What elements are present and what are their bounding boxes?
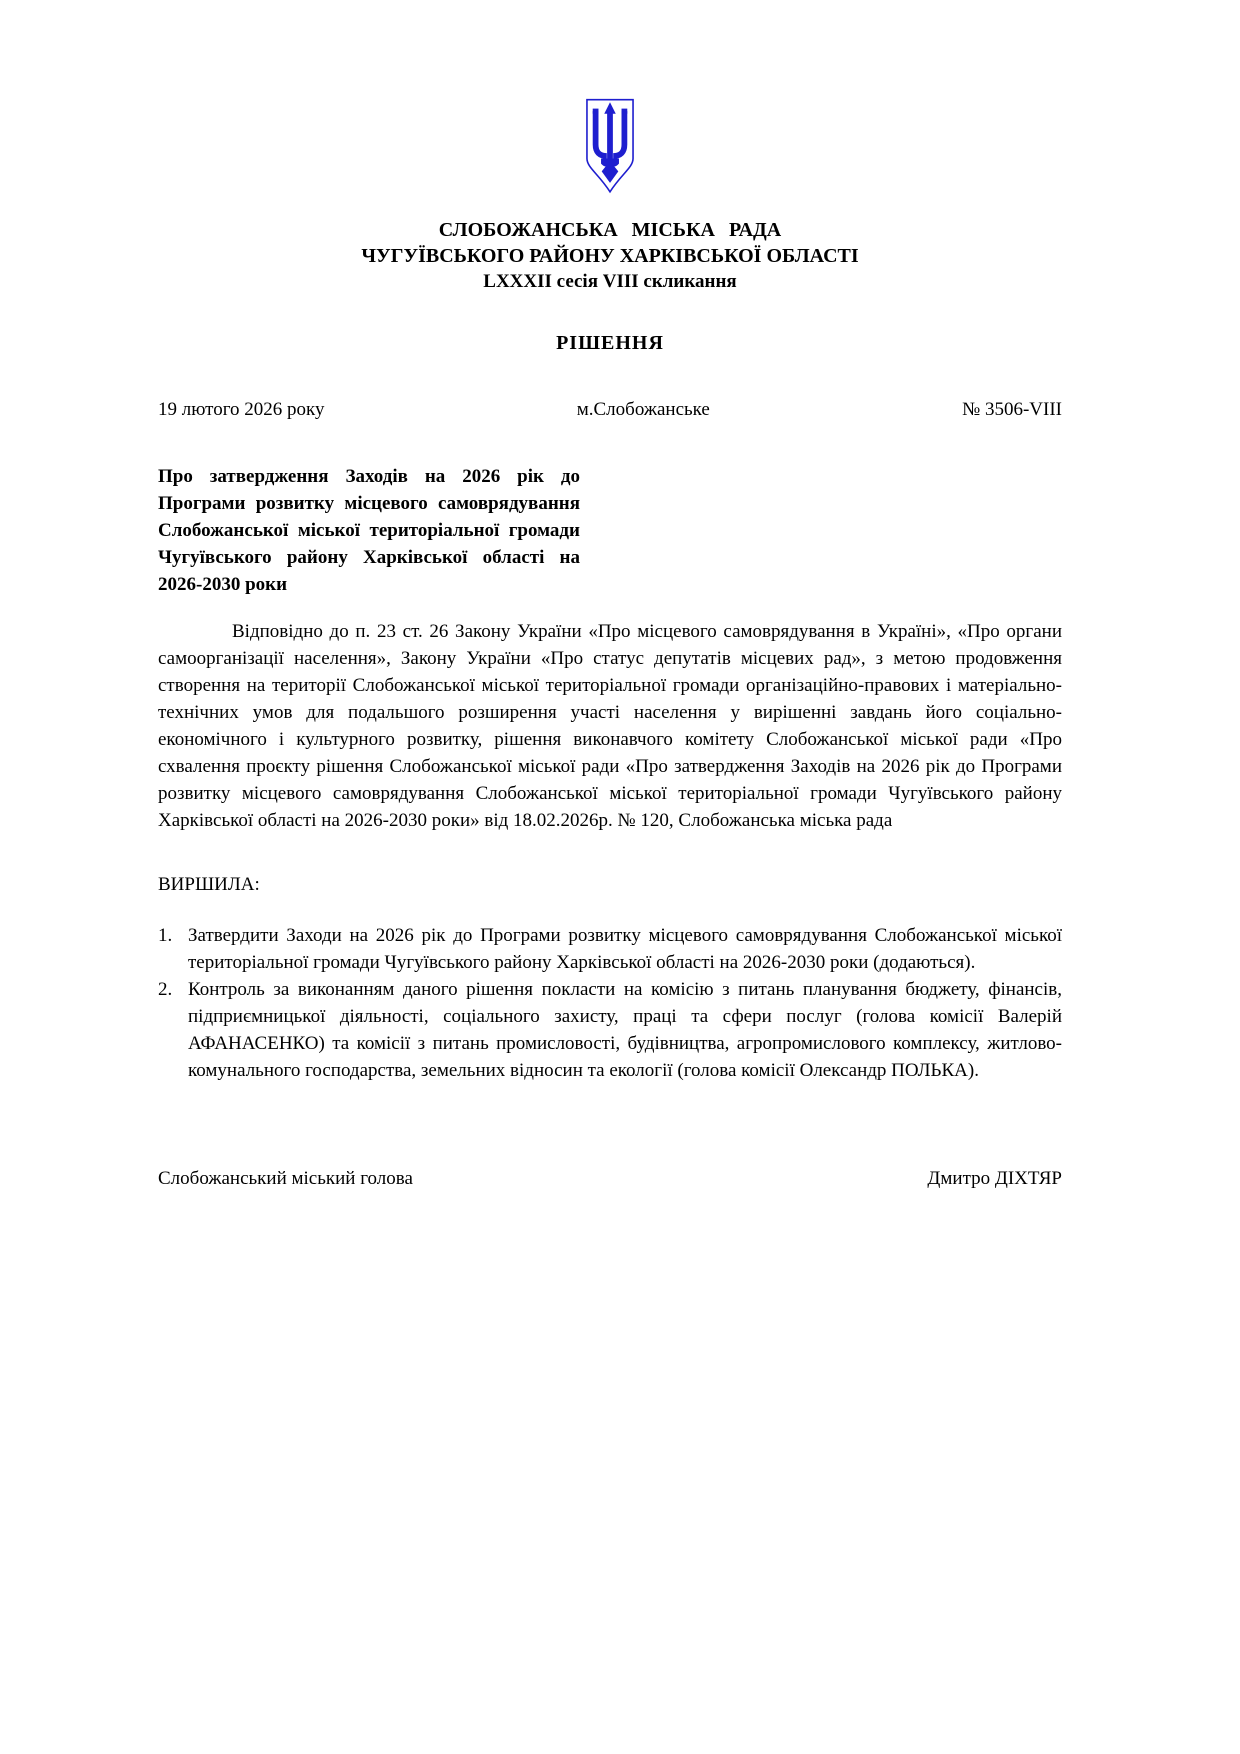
date-row — [158, 399, 1062, 421]
document-subject: Про затвердження Заходів на 2026 рік до Програми розвитку місцевого самоврядування Слобожанської міської територіальної громади Чугуївського району Харківської області на 2026-2030 роки — [158, 466, 580, 595]
tryzub-icon — [578, 185, 642, 202]
emblem-container — [158, 96, 1062, 203]
document-number: № 3506-VIII — [962, 399, 1062, 420]
resolved-label: ВИРШИЛА: — [158, 874, 260, 895]
resolution-items — [158, 922, 1062, 1084]
org-name-line1: СЛОБОЖАНСЬКА МІСЬКА РАДА — [438, 219, 782, 241]
list-item — [158, 922, 1062, 976]
signature-row — [158, 1168, 1062, 1190]
list-item-number: 1. — [158, 925, 173, 946]
session-line: LXXXII сесія VIII скликання — [483, 271, 737, 292]
list-item-text: Затвердити Заходи на 2026 рік до Програми розвитку місцевого самоврядування Слобожанської міської територіальної громади Чугуївського району Харківської області на 2026-2030 роки (додаються). — [188, 925, 1062, 973]
document-place: м.Слобожанське — [576, 399, 710, 420]
org-name-line2: ЧУГУЇВСЬКОГО РАЙОНУ ХАРКІВСЬКОЇ ОБЛАСТІ — [361, 245, 859, 267]
document-type-title: РІШЕННЯ — [556, 332, 664, 354]
list-item-text: Контроль за виконанням даного рішення покласти на комісію з питань планування бюджету, фінансів, підприємницької діяльності, соціального захисту, праці та сфери послуг (голова комісії Валерій АФАНАСЕНКО) та комісії з питань промисловості, будівництва, агропромислового комплексу, житлово-комунального господарства, земельних відносин та екології (голова комісії Олександр ПОЛЬКА). — [188, 979, 1062, 1081]
list-item-number: 2. — [158, 979, 173, 1000]
signature-position: Слобожанський міський голова — [158, 1168, 413, 1189]
signature-name: Дмитро ДІХТЯР — [927, 1168, 1062, 1189]
list-item — [158, 976, 1062, 1084]
document-date: 19 лютого 2026 року — [158, 399, 325, 420]
preamble-paragraph: Відповідно до п. 23 ст. 26 Закону України «Про місцевого самоврядування в Україні», «Про органи самоорганізації населення», Закону України «Про статус депутатів місцевих рад», з метою продовження створення на території Слобожанської міської територіальної громади організаційно-правових і матеріально-технічних умов для подальшого розширення участі населення у вирішенні завдань його соціально- економічного і культурного розвитку, рішення виконавчого комітету Слобожанської міської ради «Про схвалення проєкту рішення Слобожанської міської ради «Про затвердження Заходів на 2026 рік до Програми розвитку місцевого самоврядування Слобожанської міської територіальної громади Чугуївського району Харківської області на 2026-2030 роки» від 18.02.2026р. № 120, Слобожанська міська рада — [158, 621, 1062, 831]
